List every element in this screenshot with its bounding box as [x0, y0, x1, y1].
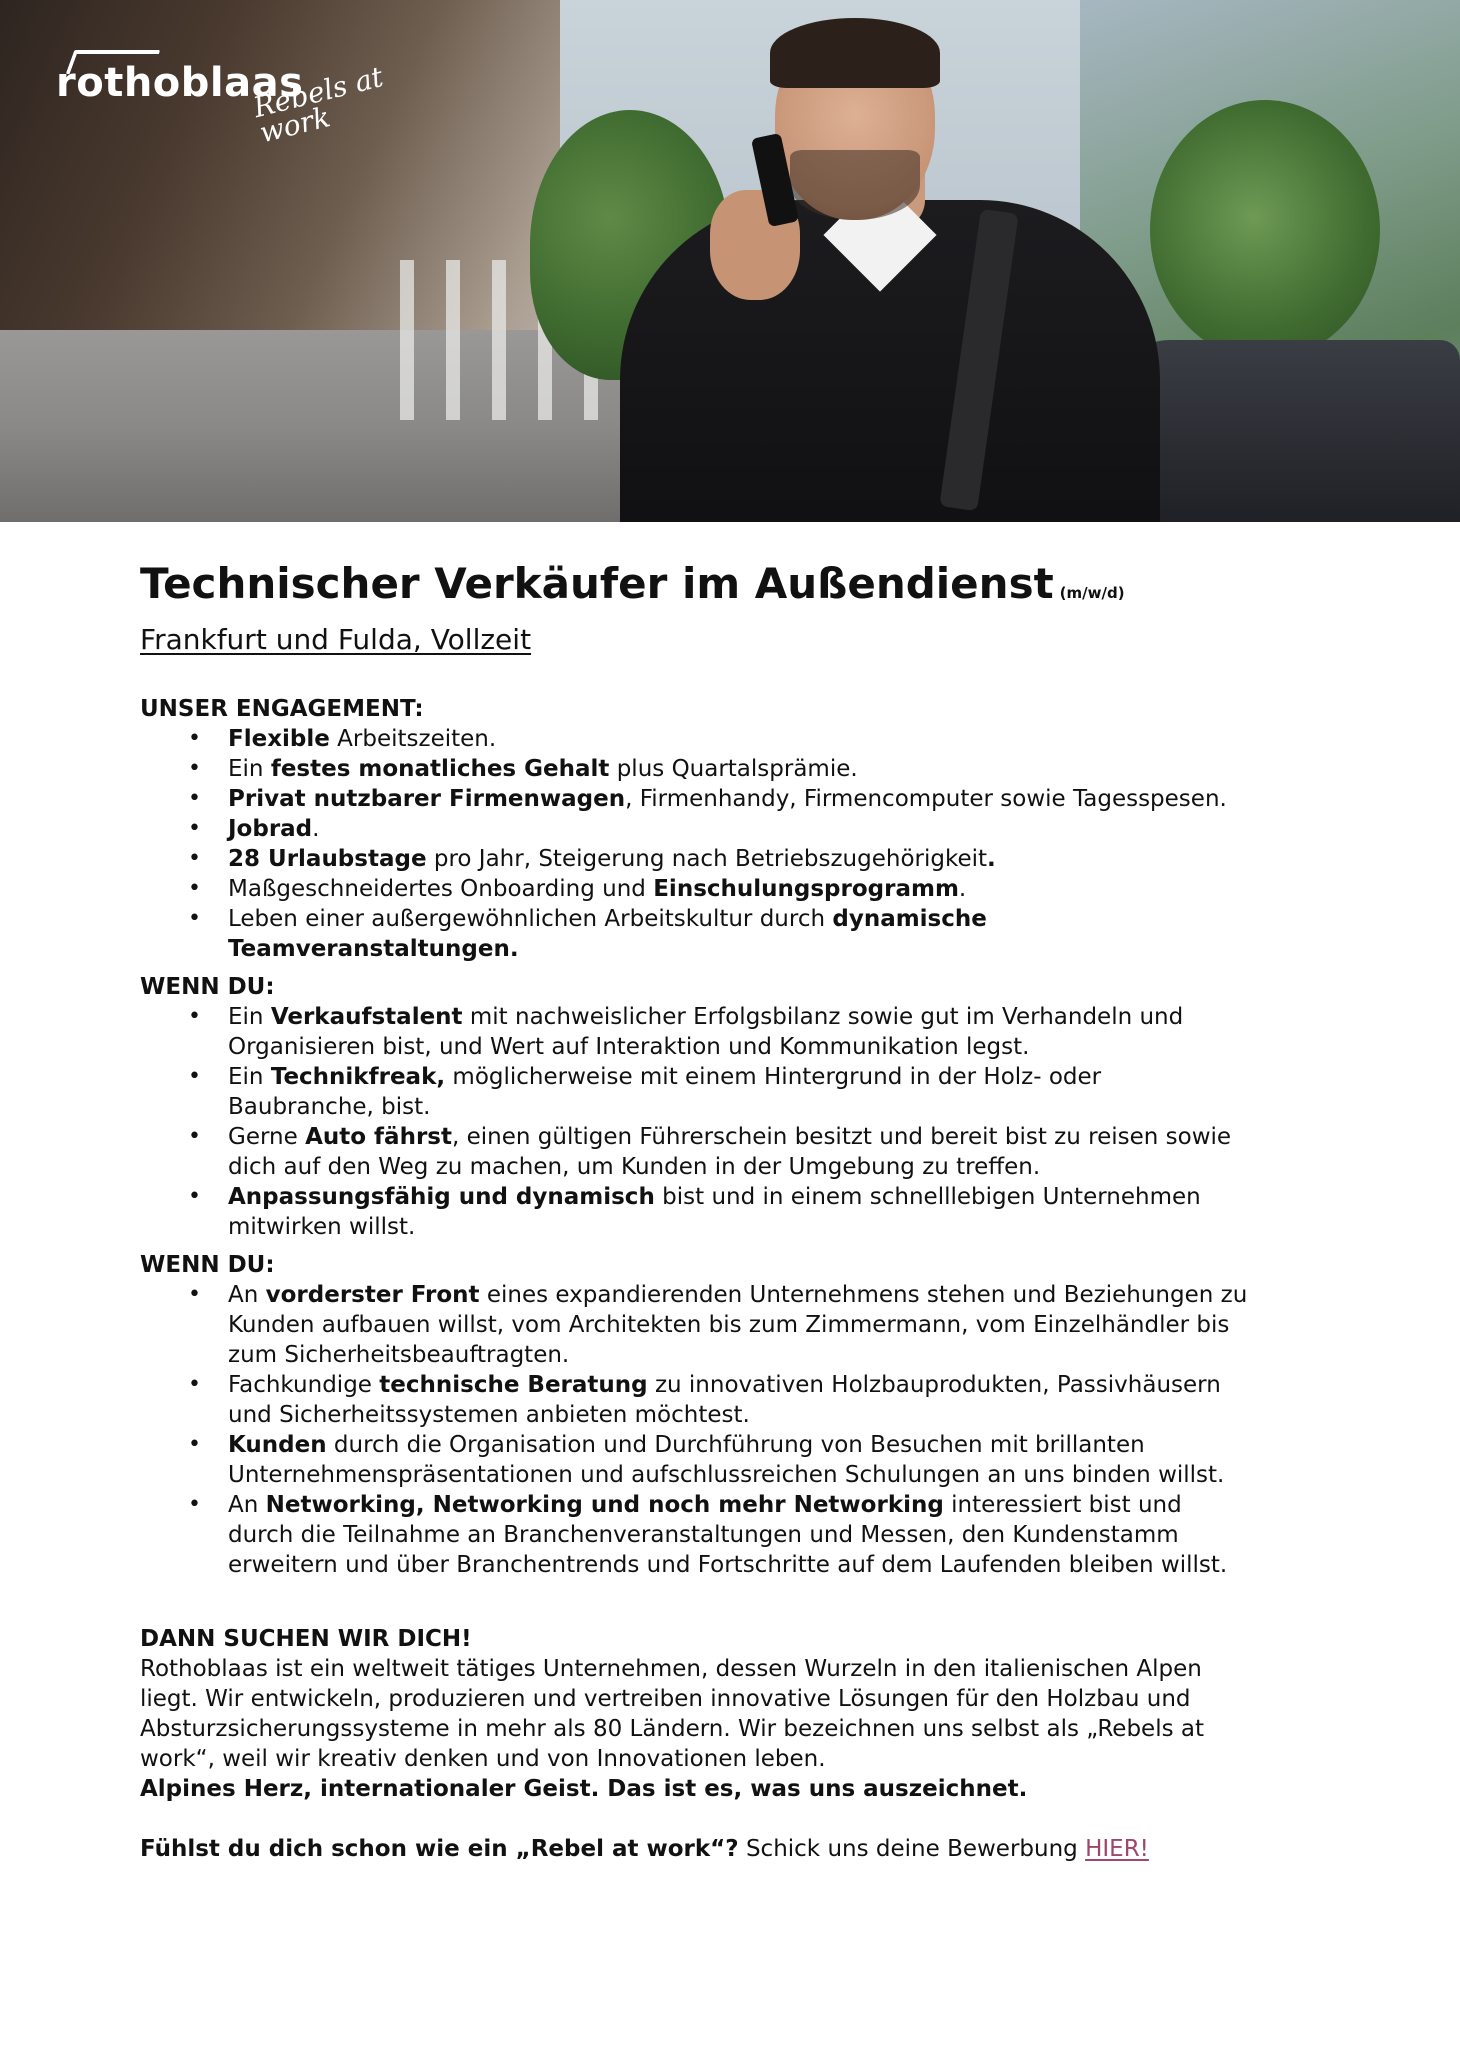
bullet-icon: • [188, 756, 201, 781]
list-item [140, 1002, 1340, 1062]
logo-wordmark: rothoblaas [56, 60, 304, 106]
list-item [140, 784, 1340, 814]
bullet-icon: • [188, 906, 201, 931]
bullet-icon: • [188, 726, 201, 751]
bold-text: Flexible [228, 726, 330, 752]
text: Leben einer außergewöhnlichen Arbeitskultur durch [228, 906, 833, 932]
bullet-icon: • [188, 1124, 201, 1149]
bold-text: dynamische [832, 906, 987, 932]
text: mit nachweislicher Erfolgsbilanz sowie gut im Verhandeln und [462, 1004, 1184, 1030]
beard [790, 150, 920, 220]
profile-list [140, 1002, 1340, 1242]
text: Ein [228, 756, 271, 782]
text: , Firmenhandy, Firmencomputer sowie Tagesspesen. [625, 786, 1227, 812]
bold-text: technische Beratung [379, 1372, 648, 1398]
bullet-icon: • [188, 1064, 201, 1089]
text: , einen gültigen Führerschein besitzt und bereit bist zu reisen sowie [451, 1124, 1232, 1150]
list-item [140, 814, 1340, 844]
text: Baubranche, bist. [228, 1094, 431, 1120]
bold-text: Teamveranstaltungen. [228, 936, 519, 962]
list-item [140, 874, 1340, 904]
tasks-list [140, 1280, 1340, 1580]
text: Unternehmenspräsentationen und aufschlussreichen Schulungen an uns binden willst. [228, 1462, 1225, 1488]
text: Gerne [228, 1124, 306, 1150]
text: Fachkundige [228, 1372, 380, 1398]
bold-text: . [987, 846, 996, 872]
text: An [228, 1492, 266, 1518]
company-line: Absturzsicherungssysteme in mehr als 80 Ländern. Wir bezeichnen uns selbst als „Rebels at [140, 1716, 1205, 1742]
bold-text: Privat nutzbarer Firmenwagen [228, 786, 626, 812]
section-heading-company: DANN SUCHEN WIR DICH! [140, 1626, 472, 1652]
text: pro Jahr, Steigerung nach Betriebszugehörigkeit [426, 846, 988, 872]
bullet-icon: • [188, 816, 201, 841]
bold-text: Jobrad [228, 816, 313, 842]
bold-text: vorderster Front [265, 1282, 480, 1308]
text: interessiert bist und [943, 1492, 1182, 1518]
bullet-icon: • [188, 786, 201, 811]
text: durch die Organisation und Durchführung von Besuchen mit brillanten [326, 1432, 1145, 1458]
salesman-on-phone [600, 0, 1200, 522]
text: dich auf den Weg zu machen, um Kunden in der Umgebung zu treffen. [228, 1154, 1041, 1180]
list-item [140, 904, 1340, 964]
bold-text: Verkaufstalent [270, 1004, 463, 1030]
section-heading-engagement: UNSER ENGAGEMENT: [140, 696, 424, 722]
bold-text: Kunden [228, 1432, 327, 1458]
bullet-icon: • [188, 1004, 201, 1029]
bold-text: Technikfreak, [270, 1064, 446, 1090]
hair [770, 18, 940, 88]
list-item [140, 724, 1340, 754]
apply-line [140, 1834, 1340, 1864]
job-posting [140, 556, 1340, 1864]
text: zu innovativen Holzbauprodukten, Passivhäusern [647, 1372, 1221, 1398]
bullet-icon: • [188, 1372, 201, 1397]
spacer [140, 1580, 1340, 1624]
job-title [140, 556, 1340, 621]
text: plus Quartalsprämie. [609, 756, 858, 782]
bold-text: festes monatliches Gehalt [270, 756, 610, 782]
company-line: Rothoblaas ist ein weltweit tätiges Unternehmen, dessen Wurzeln in den italienischen Alpen [140, 1656, 1202, 1682]
bullet-icon: • [188, 1492, 201, 1517]
bold-text: Anpassungsfähig und dynamisch [228, 1184, 655, 1210]
bullet-icon: • [188, 846, 201, 871]
text: . [312, 816, 320, 842]
text: Maßgeschneidertes Onboarding und [228, 876, 654, 902]
apply-link[interactable]: HIER! [1085, 1836, 1149, 1862]
text: . [958, 876, 967, 902]
bullet-icon: • [188, 876, 201, 901]
bold-text: Auto fährst [305, 1124, 452, 1150]
job-title-suffix: (m/w/d) [1059, 584, 1125, 602]
section-heading-tasks: WENN DU: [140, 1252, 275, 1278]
text: Organisieren bist, und Wert auf Interaktion und Kommunikation legst. [228, 1034, 1030, 1060]
bold-text: Einschulungsprogramm [653, 876, 959, 902]
list-item [140, 1122, 1340, 1182]
logo-tagline: Rebels at work [250, 60, 387, 150]
list-item [140, 1430, 1340, 1490]
company-claim: Alpines Herz, internationaler Geist. Das ist es, was uns auszeichnet. [140, 1776, 1028, 1802]
list-item [140, 754, 1340, 784]
list-item [140, 1370, 1340, 1430]
hero-photo [0, 0, 1460, 522]
apply-text: Schick uns deine Bewerbung [738, 1836, 1086, 1862]
engagement-list [140, 724, 1340, 964]
text: bist und in einem schnelllebigen Unternehmen [654, 1184, 1201, 1210]
bold-text: 28 Urlaubstage [228, 846, 427, 872]
company-line: liegt. Wir entwickeln, produzieren und vertreiben innovative Lösungen für den Holzbau und [140, 1686, 1191, 1712]
text: mitwirken willst. [228, 1214, 416, 1240]
list-item [140, 1062, 1340, 1122]
list-item [140, 844, 1340, 874]
job-location: Frankfurt und Fulda, Vollzeit [140, 623, 532, 656]
text: eines expandierenden Unternehmens stehen und Beziehungen zu [479, 1282, 1248, 1308]
list-item [140, 1182, 1340, 1242]
text: Kunden aufbauen willst, vom Architekten bis zum Zimmermann, vom Einzelhändler bis [228, 1312, 1230, 1338]
apply-question: Fühlst du dich schon wie ein „Rebel at work“? [140, 1836, 739, 1862]
text: zum Sicherheitsbeauftragten. [228, 1342, 570, 1368]
bullet-icon: • [188, 1184, 201, 1209]
text: erweitern und über Branchentrends und Fortschritte auf dem Laufenden bleiben willst. [228, 1552, 1228, 1578]
text: durch die Teilnahme an Branchenveranstaltungen und Messen, den Kundenstamm [228, 1522, 1179, 1548]
bold-text: Networking, Networking und noch mehr Networking [265, 1492, 944, 1518]
text: An [228, 1282, 266, 1308]
text: und Sicherheitssystemen anbieten möchtest. [228, 1402, 750, 1428]
text: Ein [228, 1004, 271, 1030]
job-title-text: Technischer Verkäufer im Außendienst [140, 559, 1054, 608]
section-heading-profile: WENN DU: [140, 974, 275, 1000]
text: Arbeitszeiten. [329, 726, 497, 752]
bullet-icon: • [188, 1282, 201, 1307]
rothoblaas-logo [56, 50, 386, 160]
company-line: work“, weil wir kreativ denken und von Innovationen leben. [140, 1746, 826, 1772]
list-item [140, 1280, 1340, 1370]
text: möglicherweise mit einem Hintergrund in der Holz- oder [445, 1064, 1102, 1090]
list-item [140, 1490, 1340, 1580]
bullet-icon: • [188, 1432, 201, 1457]
text: Ein [228, 1064, 271, 1090]
